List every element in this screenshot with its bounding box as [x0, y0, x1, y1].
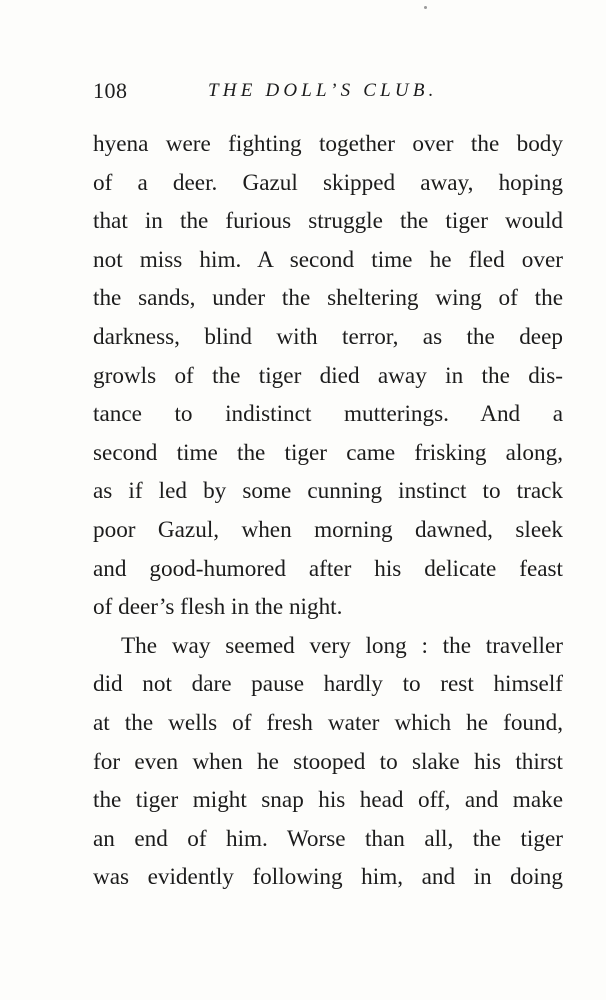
text-line: poor Gazul, when morning dawned, sleek [93, 516, 563, 543]
text-line: hyena were fighting together over the body [93, 131, 563, 157]
text-line: did not dare pause hardly to rest himself [93, 671, 563, 698]
text-line: as if led by some cunning instinct to track [93, 478, 563, 505]
text-line: and good-humored after his delicate feast [93, 555, 563, 582]
text-line: of deer’s flesh in the night. [93, 594, 343, 621]
text-line: tance to indistinct mutterings. And a [93, 401, 563, 428]
page-number: 108 [93, 78, 128, 103]
print-speck [424, 6, 427, 9]
body-text [93, 125, 563, 897]
text-line: that in the furious struggle the tiger would [93, 208, 563, 235]
paragraph-1 [93, 125, 563, 627]
text-line: at the wells of fresh water which he found, [93, 709, 563, 736]
paragraph-2 [93, 627, 563, 897]
running-head [93, 78, 563, 108]
running-title: THE DOLL’S CLUB. [208, 80, 438, 101]
text-line: darkness, blind with terror, as the deep [93, 323, 563, 350]
text-line: the sands, under the sheltering wing of the [93, 285, 563, 312]
text-line: not miss him. A second time he fled over [93, 246, 563, 273]
text-line: second time the tiger came frisking along, [93, 439, 563, 466]
text-line: of a deer. Gazul skipped away, hoping [93, 169, 563, 196]
text-line: growls of the tiger died away in the dis- [93, 362, 563, 389]
text-line: was evidently following him, and in doing [93, 864, 563, 891]
text-line: the tiger might snap his head off, and make [93, 787, 563, 814]
text-line: an end of him. Worse than all, the tiger [93, 825, 563, 852]
text-line: for even when he stooped to slake his thirst [93, 748, 563, 775]
text-line: The way seemed very long : the traveller [121, 632, 563, 659]
